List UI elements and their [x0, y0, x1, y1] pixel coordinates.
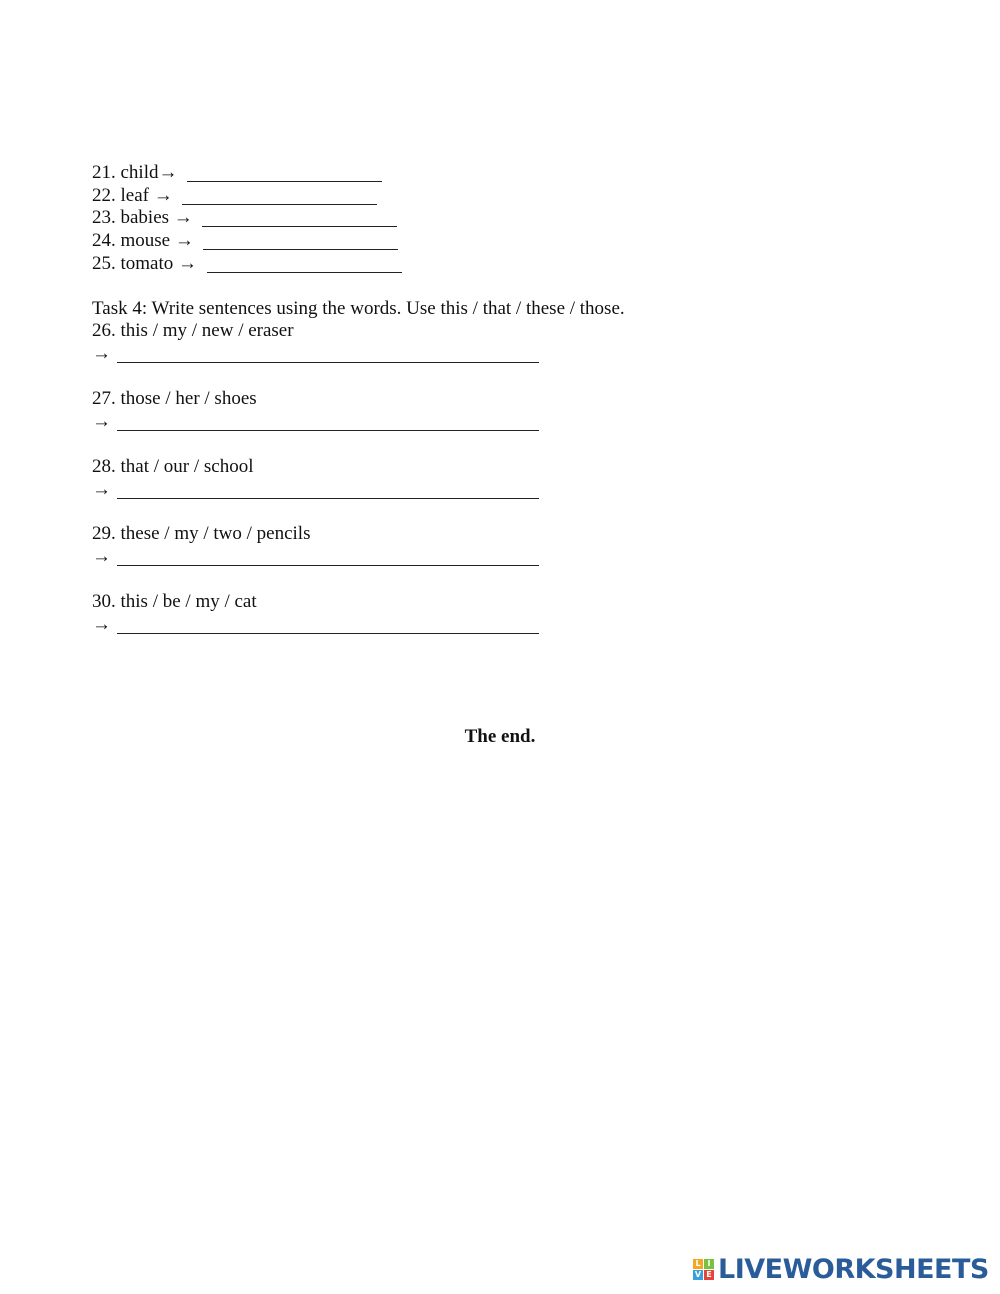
item-26-prompt: 26. this / my / new / eraser [92, 320, 294, 341]
item-25-label: 25. tomato → [92, 253, 198, 274]
item-28-prompt: 28. that / our / school [92, 456, 254, 477]
item-28-answer-line[interactable] [117, 498, 539, 499]
item-25-answer-line[interactable] [207, 272, 402, 273]
item-30-arrow: → [92, 614, 111, 635]
liveworksheets-logo [693, 1254, 989, 1284]
logo-mark-letter-e: E [704, 1270, 714, 1280]
item-27-arrow: → [92, 411, 111, 432]
item-26-arrow: → [92, 343, 111, 364]
item-28-arrow: → [92, 479, 111, 500]
item-27-answer-line[interactable] [117, 430, 539, 431]
logo-mark-letter-v: V [694, 1269, 702, 1279]
item-22-answer-line[interactable] [182, 204, 377, 205]
item-29-arrow: → [92, 546, 111, 567]
logo-mark-letter-l: L [693, 1259, 703, 1269]
item-23-label: 23. babies → [92, 207, 193, 228]
item-21-answer-line[interactable] [187, 181, 382, 182]
item-26-answer-line[interactable] [117, 362, 539, 363]
item-30-prompt: 30. this / be / my / cat [92, 591, 257, 612]
the-end-text: The end. [464, 726, 536, 747]
item-23-answer-line[interactable] [202, 226, 397, 227]
liveworksheets-logo-text: LIVEWORKSHEETS [718, 1253, 989, 1285]
item-30-answer-line[interactable] [117, 633, 539, 634]
item-21-label: 21. child→ [92, 162, 178, 183]
task4-heading: Task 4: Write sentences using the words. Use this / that / these / those. [92, 298, 625, 319]
item-24-answer-line[interactable] [203, 249, 398, 250]
item-29-prompt: 29. these / my / two / pencils [92, 523, 311, 544]
item-27-prompt: 27. those / her / shoes [92, 388, 257, 409]
item-22-label: 22. leaf → [92, 185, 173, 206]
logo-mark-letter-i: I [704, 1259, 714, 1269]
item-24-label: 24. mouse → [92, 230, 194, 251]
liveworksheets-logo-mark [693, 1259, 714, 1280]
item-29-answer-line[interactable] [117, 565, 539, 566]
